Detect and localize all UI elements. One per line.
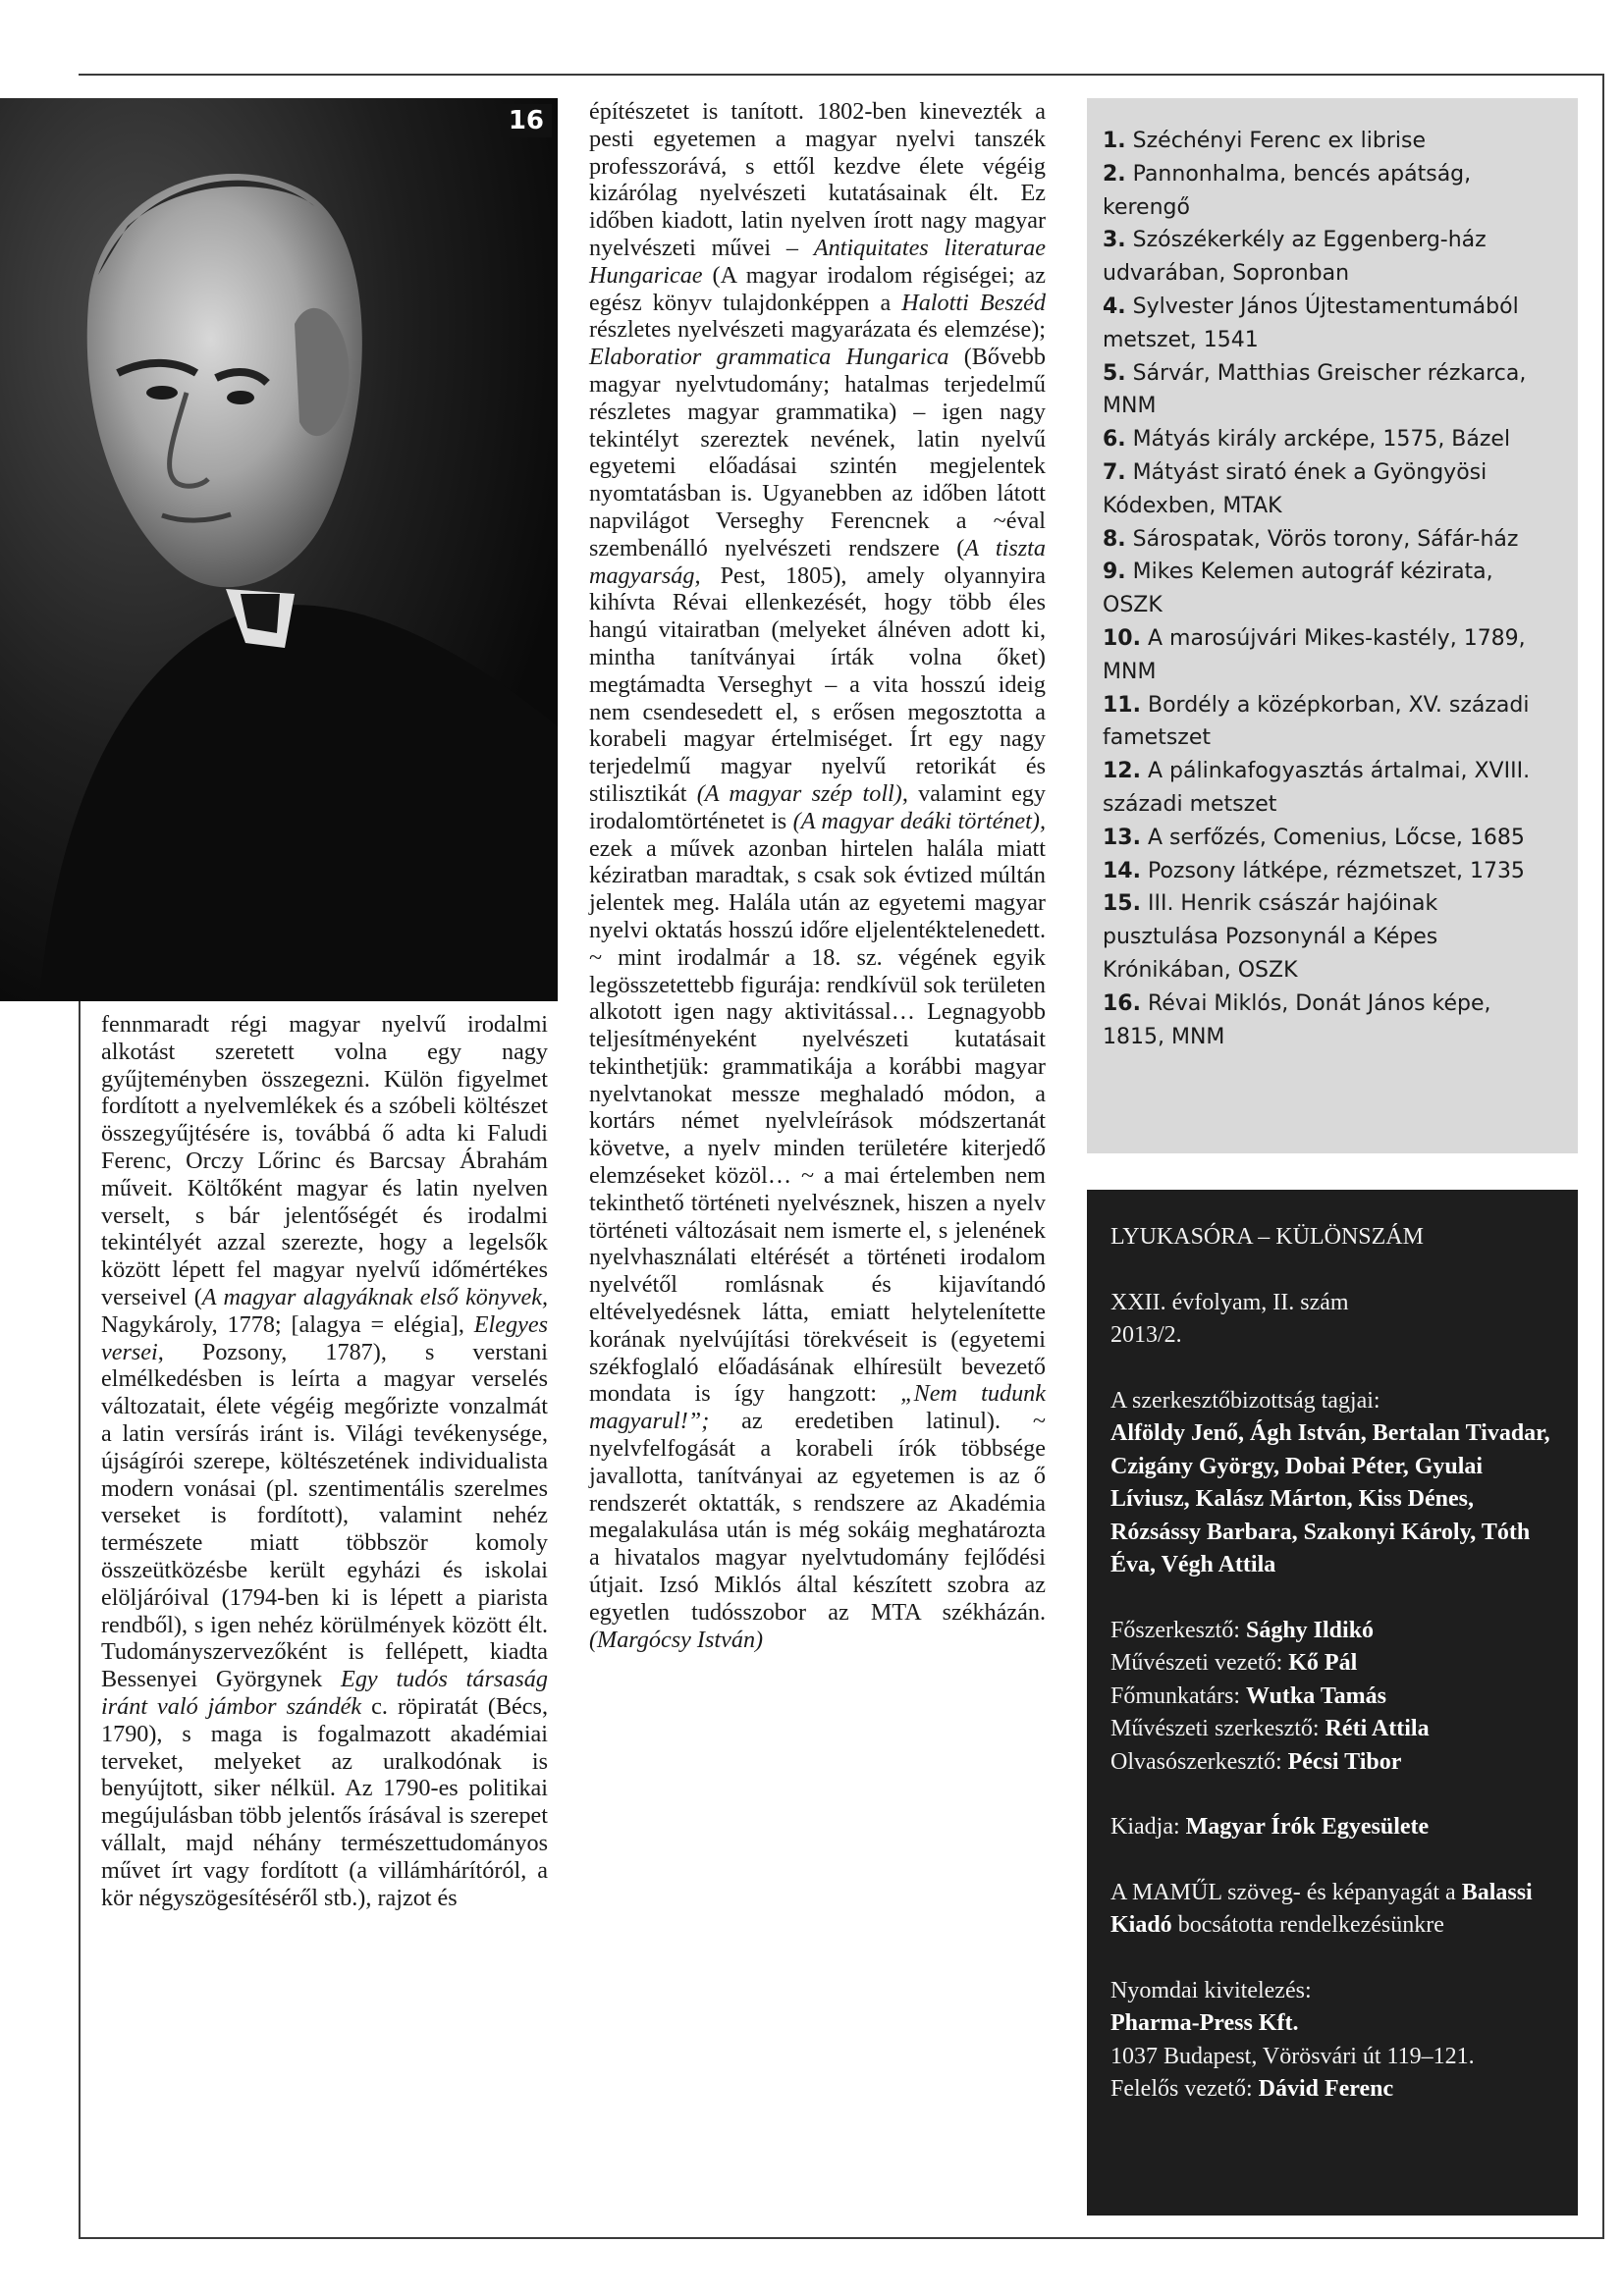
caption-item: 7. Mátyást sirató ének a Gyöngyösi Kódexben, MTAK [1103,459,1488,518]
portrait-image [0,98,558,1001]
article-column-2 [589,98,1046,1653]
caption-item: 3. Szószékerkély az Eggenberg-ház udvarában, Sopronban [1103,228,1487,287]
imprint-box [1087,1190,1578,2216]
issue-info: XXII. évfolyam, II. szám 2013/2. [1110,1289,1349,1348]
page-frame-bottom [79,2237,1604,2239]
column-1-text: fennmaradt régi magyar nyelvű irodalmi alkotást szeretett volna egy nagy gyűjteményben összegezni. Külön figyelmet fordított a nyelvemlékek és a szóbeli költészet összegyűjtésére is, továbbá ő adta ki Faludi Ferenc, Orczy Lőrinc és Barcsay Ábrahám műveit. Költőként magyar és latin nyelven verselt, s bár jelentőségét és irodalmi tekintélyét azzal szerezte, hogy a legelsők között lépett fel magyar nyelvű időmértékes verseivel (A magyar alagyáknak első könyvek, Nagykároly, 1778; [alagya = elégia], Elegyes versei, Pozsony, 1787), s verstani elmélkedésben is leírta a magyar verselés változatait, élete végéig megőrizte vonzalmát a latin versírás iránt is. Világi tevékenysége, újságírói szerepe, költészetének individualista modern vonásai (pl. szentimentális szerelmes verseket is fordított), valamint nehéz természete miatt többször komoly összeütközésbe került egyházi és iskolai elöljáróival (1794-ben ki is lépett a piarista rendből), s igen nehéz körülmények között élt. Tudományszervezőként is fellépett, kiadta Bessenyei Györgynek Egy tudós társaság iránt való jámbor szándék c. röpiratát (Bécs, 1790), s maga is fogalmazott akadémiai terveket, melyeket az uralkodónak is benyújtott, siker nélkül. Az 1790-es politikai megújulásban több jelentős írásával is szerepet vállalt, majd néhány természettudományos művet írt vagy fordított (a villámhárítóról, a kör négyszögesítéséről stb.), rajzot és [101,1011,548,1911]
caption-item: 8. Sárospatak, Vörös torony, Sáfár-ház [1103,526,1519,552]
caption-item: 6. Mátyás király arcképe, 1575, Bázel [1103,427,1511,453]
caption-item: 1. Széchényi Ferenc ex librise [1103,129,1426,153]
caption-item: 9. Mikes Kelemen autográf kézirata, OSZK [1103,560,1493,618]
caption-item: 14. Pozsony látképe, rézmetszet, 1735 [1103,858,1525,883]
staff-list: Főszerkesztő: Sághy Ildikó Művészeti vezető: Kő Pál Főmunkatárs: Wutka Tamás Művészeti szerkesztő: Réti Attila Olvasószerkesztő: Pécsi Tibor [1110,1617,1430,1775]
caption-item: 2. Pannonhalma, bencés apátság, kerengő [1103,161,1472,220]
printing-info: Nyomdai kivitelezés: Pharma-Press Kft. 1037 Budapest, Vörösvári út 119–121. Felelős vezető: Dávid Ferenc [1110,1977,1475,2102]
image-number-badge: 16 [501,104,552,137]
caption-item: 13. A serfőzés, Comenius, Lőcse, 1685 [1103,825,1525,850]
column-2-text: építészetet is tanított. 1802-ben kinevezték a pesti egyetemen a magyar nyelvi tanszék professzorává, s ettől kezdve élete végéig kizárólag nyelvészeti kutatásainak élt. Ez időben kiadott, latin nyelven írott nagy magyar nyelvészeti művei – Antiquitates literaturae Hungaricae (A magyar irodalom régiségei; az egész könyv tulajdonképpen a Halotti Beszéd részletes nyelvészeti magyarázata és elemzése); Elaboratior grammatica Hungarica (Bővebb magyar nyelvtudomány; hatalmas terjedelmű részletes magyar grammatika) – igen nagy tekintélyt szereztek nevének, latin nyelvű egyetemi előadásai szintén megjelentek nyomtatásban is. Ugyanebben az időben látott napvilágot Verseghy Ferencnek a ~éval szembenálló nyelvészeti rendszere (A tiszta magyarság, Pest, 1805), amely olyannyira kihívta Révai ellenkezését, hogy több éles hangú vitairatban (melyeket álnéven adott ki, mintha tanítványai írták volna őket) megtámadta Verseghyt – a vita hosszú ideig nem csendesedett el, s erősen megosztotta a korabeli magyar értelmiséget. Írt egy nagy terjedelmű magyar nyelvű retorikát és stilisztikát (A magyar szép toll), valamint egy irodalomtörténetet is (A magyar deáki történet), ezek a művek azonban hirtelen halála miatt kéziratban maradtak, s csak sok évtized múltán jelentek meg. Halála után az egyetemi magyar nyelvi oktatás hosszú időre eljelentéktelenedett. ~ mint irodalmár a 18. sz. végének egyik legösszetettebb figurája: rendkívül sok területen alkotott igen nagy aktivitással… Legnagyobb teljesítményeként nyelvészeti kutatásait tekinthetjük: grammatikája a korábbi magyar nyelvtanokat messze meghaladó módon, a kortárs német nyelvleírások módszertanát követve, a nyelv minden területére kiterjedő elemzéseket közöl… ~ a mai értelemben nem tekinthető történeti nyelvésznek, hiszen a nyelv történeti változásait nem ismerte el, s jelenének nyelvhasználati eltérését a történeti irodalom nyelvétől romlásnak és kijavítandó eltévelyedésnek látta, emiatt helytelenítette korának nyelvújítási törekvéseit is (egyetemi székfoglaló előadásának elhíresült bevezető mondata is így hangzott: „Nem tudunk magyarul!”; az eredetiben latinul). ~ nyelvfelfogását a korabeli írók többsége javallotta, tanítványai az egyetemen is az ő rendszerét oktatták, s rendszere az Akadémia megalakulása után is még sokáig meghatározta a hivatalos magyar nyelvtudomány fejlődési útjait. Izsó Miklós által készített szobra az egyetlen tudósszobor az MTA székházán. (Margócsy István) [589,98,1047,1653]
source-credit: A MAMŰL szöveg- és képanyagát a Balassi Kiadó bocsátotta rendelkezésünkre [1110,1879,1533,1938]
caption-item: 5. Sárvár, Matthias Greischer rézkarca, MNM [1103,360,1527,419]
publisher-line: Kiadja: Magyar Írók Egyesülete [1110,1814,1430,1840]
caption-item: 11. Bordély a középkorban, XV. századi fametszet [1103,692,1530,751]
page-frame-top [79,74,1603,76]
caption-item: 10. A marosújvári Mikes-kastély, 1789, MNM [1103,625,1526,684]
editorial-board: A szerkesztőbizottság tagjai: Alföldy Jenő, Ágh István, Bertalan Tivadar, Czigány György, Dobai Péter, Gyulai Líviusz, Kalász Márton, Kiss Dénes, Rózsássy Barbara, Szakonyi Károly, Tóth Éva, Végh Attila [1110,1387,1550,1577]
caption-item: 16. Révai Miklós, Donát János képe, 1815, MNM [1103,990,1491,1049]
caption-item: 15. III. Henrik császár hajóinak pusztulása Pozsonynál a Képes Krónikában, OSZK [1103,891,1438,983]
page-frame-right [1602,74,1604,2238]
caption-item: 12. A pálinkafogyasztás ártalmai, XVIII. századi metszet [1103,759,1531,817]
caption-item: 4. Sylvester János Újtestamentumából metszet, 1541 [1103,294,1519,352]
magazine-title: LYUKASÓRA – KÜLÖNSZÁM [1110,1224,1424,1250]
article-column-1 [101,1011,548,1911]
page-frame-left [79,1001,81,2238]
image-captions-box [1087,98,1578,1153]
